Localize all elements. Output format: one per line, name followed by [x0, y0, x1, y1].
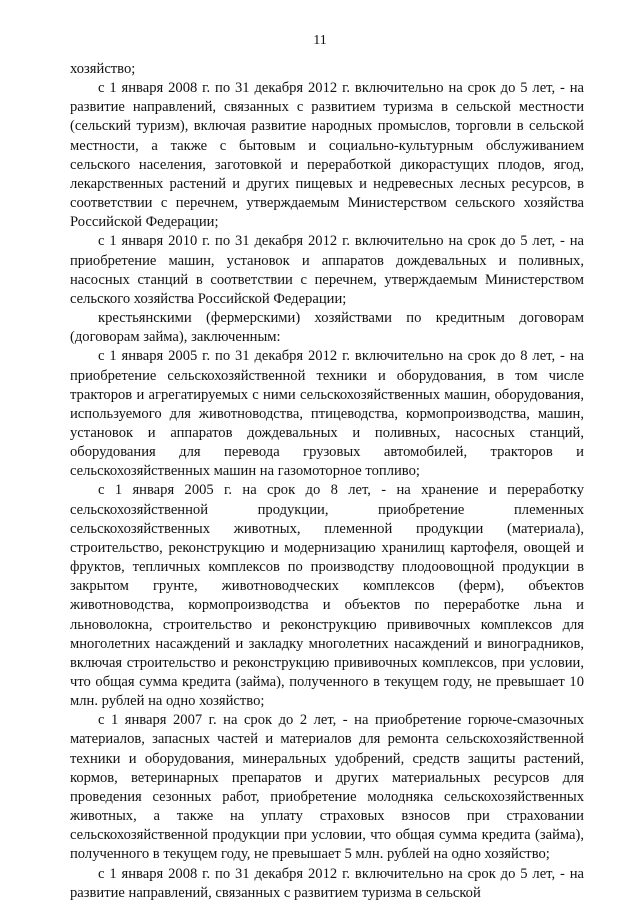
- paragraph: с 1 января 2008 г. по 31 декабря 2012 г. включительно на срок до 5 лет, - на развитие направлений, связанных с развитием туризма в сельской местности (сельский туризм), включая развитие народных промыслов, торговли в сельской местности, а также с бытовым и социально-культурным обслуживанием сельского населения, заготовкой и переработкой дикорастущих плодов, ягод, лекарственных растений и других пищевых и недревесных лесных ресурсов, в соответствии с перечнем, утверждаемым Министерством сельского хозяйства Российской Федерации;: [70, 80, 584, 231]
- page-number: 11: [313, 33, 327, 48]
- paragraph: с 1 января 2010 г. по 31 декабря 2012 г. включительно на срок до 5 лет, - на приобретение машин, установок и аппаратов дождевальных и поливных, насосных станций в соответствии с перечнем, утверждаемым Министерством сельского хозяйства Российской Федерации;: [70, 233, 584, 307]
- paragraph: с 1 января 2008 г. по 31 декабря 2012 г. включительно на срок до 5 лет, - на развитие направлений, связанных с развитием туризма в сельской: [70, 865, 584, 901]
- paragraph: хозяйство;: [70, 61, 136, 77]
- paragraph: с 1 января 2005 г. по 31 декабря 2012 г. включительно на срок до 8 лет, - на приобретение сельскохозяйственной техники и оборудования, в том числе тракторов и агрегатируемых с ними сельскохозяйственных машин, оборудования, используемого для животноводства, птицеводства, кормопроизводства, машин, установок и аппаратов дождевальных и поливных, насосных станций, оборудования для перевода грузовых автомобилей, тракторов и сельскохозяйственных машин на газомоторное топливо;: [70, 348, 584, 480]
- paragraph: с 1 января 2005 г. на срок до 8 лет, - на хранение и переработку сельскохозяйственной продукции, приобретение племенных сельскохозяйственных животных, племенной продукции (материала), строительство, реконструкцию и модернизацию хранилищ картофеля, овощей и фруктов, тепличных комплексов по производству плодоовощной продукции в закрытом грунте, животноводческих комплексов (ферм), объектов животноводства, кормопроизводства и объектов по переработке льна и льноволокна, строительство и реконструкцию прививочных комплексов для многолетних насаждений и закладку многолетних насаждений и виноградников, включая строительство и реконструкцию прививочных комплексов, при условии, что общая сумма кредита (займа), полученного в текущем году, не превышает 10 млн. рублей на одно хозяйство;: [70, 482, 584, 710]
- paragraph: крестьянскими (фермерскими) хозяйствами по кредитным договорам (договорам займа), заключенным:: [70, 310, 584, 346]
- paragraph: с 1 января 2007 г. на срок до 2 лет, - на приобретение горюче-смазочных материалов, запасных частей и материалов для ремонта сельскохозяйственной техники и оборудования, минеральных удобрений, средств защиты растений, кормов, ветеринарных препаратов и других материальных ресурсов для проведения сезонных работ, приобретение молодняка сельскохозяйственных животных, а также на уплату страховых взносов при страховании сельскохозяйственной продукции при условии, что общая сумма кредита (займа), полученного в текущем году, не превышает 5 млн. рублей на одно хозяйство;: [70, 712, 584, 863]
- document-body: [70, 60, 584, 903]
